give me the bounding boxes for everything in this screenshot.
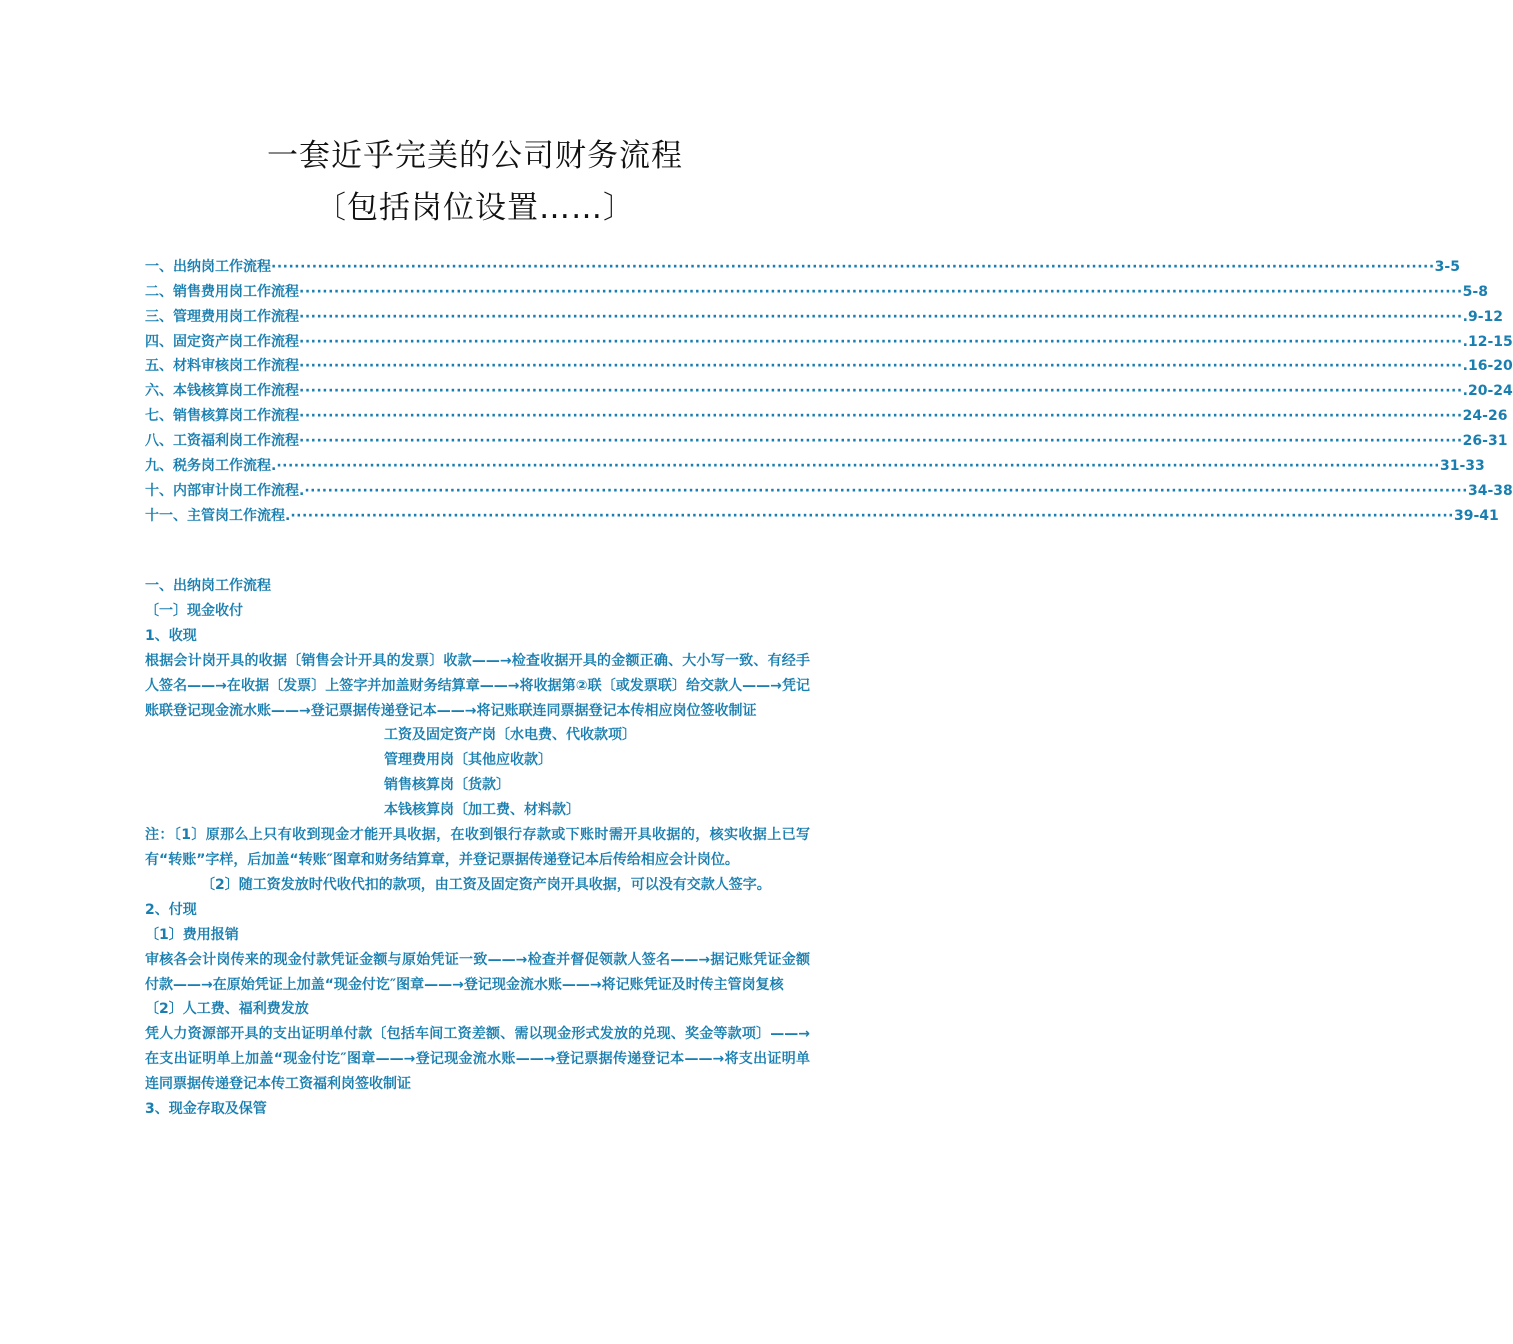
- item-heading: 1、收现: [145, 627, 197, 644]
- note-paragraph: 注：〔1〕原那么上只有收到现金才能开具收据，在收到银行存款或下账时需开具收据的，核实收据上已写有“转账”字样，后加盖“转账″图章和财务结算章，并登记票据传递登记本后传给相应会计岗位。: [145, 827, 810, 868]
- item-heading: 2、付现: [145, 901, 197, 918]
- toc-leader-dots: ········································································································································································································: [299, 433, 1463, 450]
- toc-entry-label: 四、固定资产岗工作流程: [145, 333, 299, 350]
- toc-entry[interactable]: [145, 501, 1499, 526]
- toc-entry-label: 六、本钱核算岗工作流程: [145, 383, 299, 400]
- toc-leader-dots: ········································································································································································································: [271, 258, 1435, 275]
- toc-entry-page: .12-15: [1462, 333, 1513, 350]
- paragraph: 审核各会计岗传来的现金付款凭证金额与原始凭证一致——→检查并督促领款人签名——→据记账凭证金额付款——→在原始凭证上加盖“现金付讫″图章——→登记现金流水账——→将记账凭证及时传主管岗复核: [145, 951, 810, 993]
- toc-entry-page: .20-24: [1462, 383, 1513, 400]
- flow-target: 本钱核算岗〔加工费、材料款〕: [384, 802, 580, 819]
- toc-entry-page: 5-8: [1462, 283, 1488, 300]
- subsection-heading: 〔1〕费用报销: [145, 926, 239, 943]
- toc-entry[interactable]: [145, 327, 1513, 352]
- toc-entry[interactable]: [145, 302, 1504, 327]
- flow-target: 工资及固定资产岗〔水电费、代收款项〕: [384, 727, 636, 744]
- paragraph: 凭人力资源部开具的支出证明单付款〔包括车间工资差额、需以现金形式发放的兑现、奖金等款项〕——→在支出证明单上加盖“现金付讫″图章——→登记现金流水账——→登记票据传递登记本——→将支出证明单连同票据传递登记本传工资福利岗签收制证: [145, 1026, 810, 1093]
- subsection-heading: 〔2〕人工费、福利费发放: [145, 1001, 309, 1018]
- page-title-line2: 〔包括岗位设置……〕: [315, 190, 635, 226]
- flow-target: 销售核算岗〔货款〕: [384, 777, 510, 794]
- paragraph: 根据会计岗开具的收据〔销售会计开具的发票〕收款——→检查收据开具的金额正确、大小写一致、有经手人签名——→在收据〔发票〕上签字并加盖财务结算章——→将收据第②联〔或发票联〕给交款人——→凭记账联登记现金流水账——→登记票据传递登记本——→将记账联连同票据登记本传相应岗位签收制证: [145, 652, 810, 719]
- toc-leader-dots: ········································································································································································································: [299, 308, 1463, 325]
- toc-entry-page: 31-33: [1440, 458, 1485, 475]
- toc-entry[interactable]: [145, 252, 1460, 277]
- toc-entry-label: 五、材料审核岗工作流程: [145, 358, 299, 375]
- toc-entry-page: 34-38: [1468, 482, 1513, 499]
- toc-leader-dots: ········································································································································································································: [299, 283, 1463, 300]
- section-heading: 一、出纳岗工作流程: [145, 578, 271, 594]
- toc-entry[interactable]: [145, 426, 1508, 451]
- toc-entry-label: 七、销售核算岗工作流程: [145, 408, 299, 425]
- toc-entry-page: .9-12: [1462, 308, 1504, 325]
- toc-entry-label: 九、税务岗工作流程.: [145, 458, 277, 475]
- toc-entry-page: 24-26: [1462, 408, 1508, 425]
- toc-entry-label: 二、销售费用岗工作流程: [145, 283, 299, 300]
- page-title-line1: 一套近乎完美的公司财务流程: [267, 138, 683, 174]
- subsection-heading: 〔一〕现金收付: [145, 602, 243, 619]
- toc-leader-dots: ········································································································································································································: [290, 507, 1454, 524]
- toc-entry[interactable]: [145, 352, 1513, 377]
- note-paragraph: 〔2〕随工资发放时代收代扣的款项，由工资及固定资产岗开具收据，可以没有交款人签字。: [201, 876, 771, 893]
- toc-entry-page: .16-20: [1462, 358, 1513, 375]
- item-heading: 3、现金存取及保管: [145, 1101, 267, 1118]
- toc-entry-label: 三、管理费用岗工作流程: [145, 308, 299, 325]
- toc-entry-label: 十、内部审计岗工作流程.: [145, 482, 305, 499]
- toc-entry-label: 八、工资福利岗工作流程: [145, 433, 299, 450]
- table-of-contents: [145, 252, 1513, 526]
- toc-leader-dots: ········································································································································································································: [299, 358, 1463, 375]
- toc-entry-page: 26-31: [1462, 433, 1508, 450]
- toc-leader-dots: ········································································································································································································: [299, 408, 1463, 425]
- toc-leader-dots: ········································································································································································································: [276, 458, 1440, 475]
- toc-leader-dots: ········································································································································································································: [299, 383, 1463, 400]
- toc-entry[interactable]: [145, 476, 1513, 501]
- toc-entry-label: 一、出纳岗工作流程: [145, 258, 271, 275]
- toc-entry[interactable]: [145, 451, 1485, 476]
- toc-entry-label: 十一、主管岗工作流程.: [145, 507, 291, 524]
- toc-entry-page: 39-41: [1454, 507, 1499, 524]
- flow-target: 管理费用岗〔其他应收款〕: [384, 752, 552, 769]
- document-body: [145, 574, 810, 1122]
- toc-entry-page: 3-5: [1434, 258, 1460, 275]
- toc-leader-dots: ········································································································································································································: [304, 482, 1468, 499]
- toc-entry[interactable]: [145, 277, 1488, 302]
- toc-leader-dots: ········································································································································································································: [299, 333, 1463, 350]
- toc-entry[interactable]: [145, 401, 1508, 426]
- toc-entry[interactable]: [145, 376, 1513, 401]
